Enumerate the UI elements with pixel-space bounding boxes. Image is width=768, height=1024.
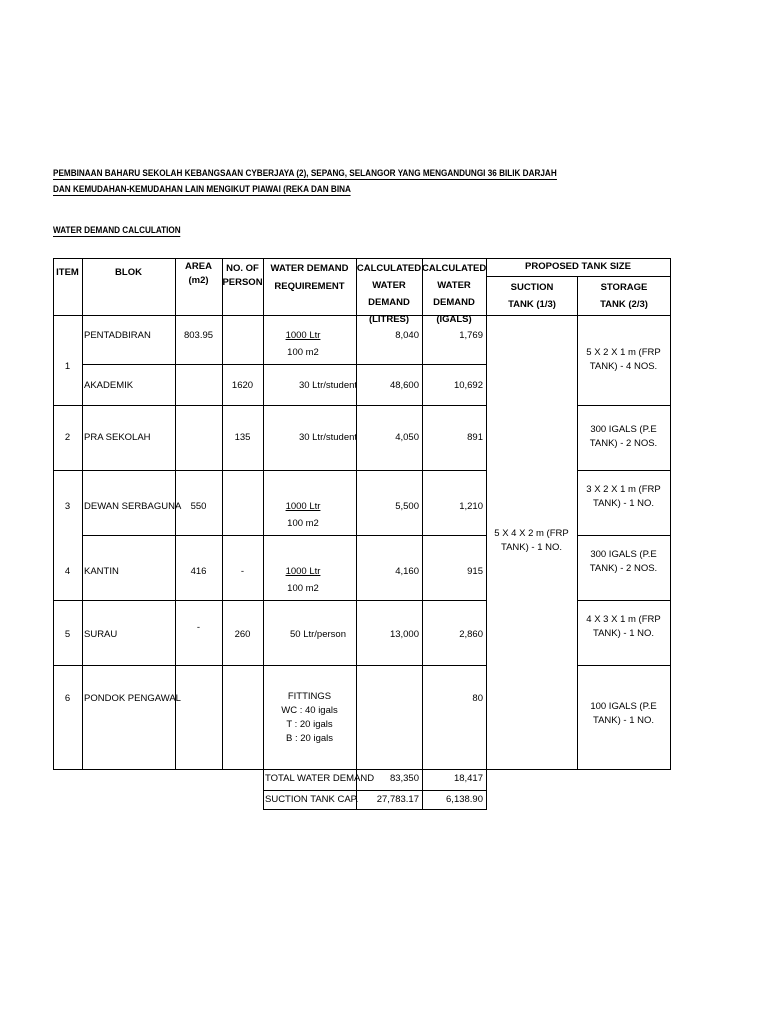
row-1-igals: 1,769 <box>459 330 483 341</box>
row-4-igals: 915 <box>467 566 483 577</box>
row-4-blok: KANTIN <box>84 566 119 577</box>
row-4-litres: 4,160 <box>395 566 419 577</box>
row-4-area: 416 <box>190 566 207 577</box>
storage-tank-2: 300 IGALS (P.E TANK) - 2 NOS. <box>589 424 658 449</box>
header-person: NO. OF PERSON <box>222 263 263 288</box>
header-item: ITEM <box>56 267 79 278</box>
header-storage: STORAGE TANK (2/3) <box>600 282 648 310</box>
row-1-litres: 8,040 <box>395 330 419 341</box>
row-1-area: 803.95 <box>183 330 214 341</box>
row-3-req-bottom: 100 m2 <box>287 518 319 529</box>
row-4-person: - <box>240 566 245 577</box>
row-6-blok: PONDOK PENGAWAL <box>84 693 181 704</box>
row-3-litres: 5,500 <box>395 501 419 512</box>
row-5-igals: 2,860 <box>459 629 483 640</box>
header-blok: BLOK <box>115 267 142 278</box>
row-1-item: 1 <box>64 361 71 372</box>
total-igals: 18,417 <box>453 773 483 784</box>
row-6-igals: 80 <box>472 693 483 704</box>
document-title: PEMBINAAN BAHARU SEKOLAH KEBANGSAAN CYBERJAYA (2), SEPANG, SELANGOR YANG MENGANDUNGI 36 BILIK DARJAH DAN KEMUDAHAN-KEMUDAHAN LAIN MENGIKUT PIAWAI (REKA DAN BINA <box>53 168 557 195</box>
row-akademik-blok: AKADEMIK <box>84 380 134 391</box>
header-litres: CALCULATED WATER DEMAND (LITRES) <box>356 263 422 325</box>
row-5-blok: SURAU <box>84 629 118 640</box>
suction-litres: 27,783.17 <box>376 794 419 805</box>
row-2-igals: 891 <box>467 432 483 443</box>
suction-tank-cap-label: SUCTION TANK CAP. <box>265 794 359 805</box>
row-akademik-person: 1620 <box>231 380 254 391</box>
row-akademik-igals: 10,692 <box>453 380 483 391</box>
row-5-req: 50 Ltr/person <box>290 629 346 640</box>
row-4-req-bottom: 100 m2 <box>287 583 319 594</box>
storage-tank-4: 300 IGALS (P.E TANK) - 2 NOS. <box>589 549 658 574</box>
section-title: WATER DEMAND CALCULATION <box>53 225 181 236</box>
fittings-wc: WC : 40 igals <box>281 705 338 716</box>
header-requirement: WATER DEMAND REQUIREMENT <box>270 263 349 292</box>
storage-tank-3: 3 X 2 X 1 m (FRP TANK) - 1 NO. <box>586 484 661 509</box>
row-1-req-bottom: 100 m2 <box>287 347 319 358</box>
header-area: AREA (m2) <box>185 261 212 286</box>
row-2-blok: PRA SEKOLAH <box>84 432 151 443</box>
row-2-item: 2 <box>64 432 71 443</box>
row-1-blok: PENTADBIRAN <box>84 330 151 341</box>
storage-tank-1: 5 X 2 X 1 m (FRP TANK) - 4 NOS. <box>586 347 661 372</box>
row-4-req-top: 1000 Ltr <box>285 566 321 577</box>
row-5-person: 260 <box>234 629 251 640</box>
row-5-litres: 13,000 <box>389 629 419 640</box>
header-igals: CALCULATED WATER DEMAND (IGALS) <box>422 263 487 325</box>
header-suction: SUCTION TANK (1/3) <box>508 282 556 310</box>
row-2-litres: 4,050 <box>395 432 419 443</box>
storage-tank-5: 4 X 3 X 1 m (FRP TANK) - 1 NO. <box>586 614 661 639</box>
row-6-item: 6 <box>64 693 71 704</box>
total-water-demand-label: TOTAL WATER DEMAND <box>265 773 375 784</box>
fittings-t: T : 20 igals <box>286 719 333 730</box>
row-3-item: 3 <box>64 501 71 512</box>
row-2-req: 30 Ltr/student <box>298 432 358 443</box>
total-litres: 83,350 <box>389 773 419 784</box>
suction-igals: 6,138.90 <box>446 794 483 805</box>
row-3-area: 550 <box>190 501 207 512</box>
row-akademik-litres: 48,600 <box>389 380 419 391</box>
row-1-req-top: 1000 Ltr <box>285 330 321 341</box>
row-4-item: 4 <box>64 566 71 577</box>
row-3-req-top: 1000 Ltr <box>285 501 321 512</box>
suction-tank-size: 5 X 4 X 2 m (FRP TANK) - 1 NO. <box>494 528 569 553</box>
storage-tank-6: 100 IGALS (P.E TANK) - 1 NO. <box>590 701 657 726</box>
row-akademik-req: 30 Ltr/student <box>298 380 358 391</box>
row-5-item: 5 <box>64 629 71 640</box>
row-3-igals: 1,210 <box>459 501 483 512</box>
fittings-b: B : 20 igals <box>286 733 333 744</box>
row-3-blok: DEWAN SERBAGUNA <box>84 501 182 512</box>
row-5-area: - <box>196 622 201 633</box>
header-proposed: PROPOSED TANK SIZE <box>525 261 631 272</box>
row-6-req: FITTINGS <box>287 691 332 702</box>
row-2-person: 135 <box>234 432 251 443</box>
